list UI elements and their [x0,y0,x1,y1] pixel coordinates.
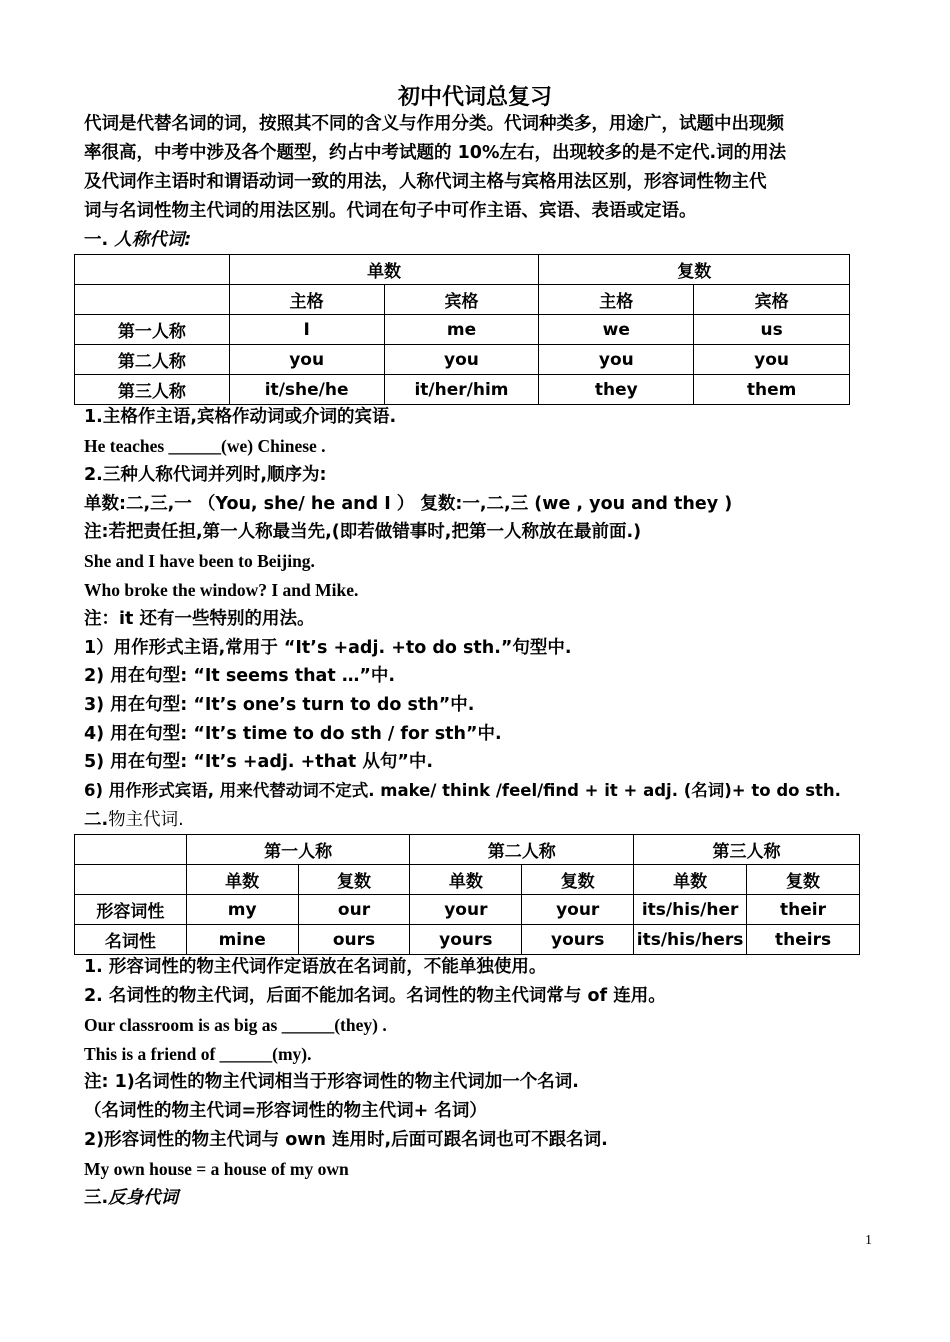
example-line: Our classroom is as big as ______(they) . [84,1015,387,1035]
table-cell: our [298,895,410,925]
example-line: Who broke the window? I and Mike. [84,580,359,600]
table-cell: it/she/he [229,375,384,405]
table-cell: you [694,345,850,375]
note-line: 2.三种人称代词并列时,顺序为: [84,465,327,485]
group-header: 单数 [229,255,539,285]
row-label: 形容词性 [75,895,187,925]
note-line: 4) 用在句型: “It’s time to do sth / for sth”中. [84,724,502,744]
table-cell: its/his/her [634,895,747,925]
row-label: 第三人称 [75,375,230,405]
table-cell: you [229,345,384,375]
table-cell: their [747,895,860,925]
table-row [75,375,850,405]
note-line: 单数:二,三,一 （You, she/ he and I ） 复数:一,二,三 (we , you and they ) [84,494,733,514]
table-row [75,895,860,925]
table-row [75,345,850,375]
intro-line: 词与名词性物主代词的用法区别。代词在句子中可作主语、宾语、表语或定语。 [84,201,697,221]
table-cell: my [186,895,298,925]
sub-header: 复数 [747,865,860,895]
note-line: 2) 用在句型: “It seems that …”中. [84,666,395,686]
note-line: （名词性的物主代词=形容词性的物主代词+ 名词） [84,1101,487,1121]
intro-line: 及代词作主语时和谓语动词一致的用法，人称代词主格与宾格用法区别，形容词性物主代 [84,172,767,192]
note-line: 5) 用在句型: “It’s +adj. +that 从句”中. [84,752,434,772]
table-cell: your [410,895,522,925]
section-number: 三. [84,1188,109,1208]
example-line: She and I have been to Beijing. [84,551,315,571]
group-header: 第三人称 [634,835,860,865]
note-line: 1.主格作主语,宾格作动词或介词的宾语. [84,407,397,427]
example-line: This is a friend of ______(my). [84,1044,312,1064]
note-line: 2. 名词性的物主代词，后面不能加名词。名词性的物主代词常与 of 连用。 [84,986,666,1006]
table-cell: yours [410,925,522,955]
table-corner-cell [75,255,230,285]
page-number: 1 [865,1233,872,1248]
table-cell: yours [522,925,634,955]
table-cell: I [229,315,384,345]
table-corner-cell [75,835,187,865]
section-number: 一. [84,230,109,250]
note-line: 注：it 还有一些特别的用法。 [84,609,315,629]
note-line: 注:若把责任担,第一人称最当先,(即若做错事时,把第一人称放在最前面.) [84,522,642,542]
group-header: 第二人称 [410,835,634,865]
table-row [75,315,850,345]
table-cell: them [694,375,850,405]
section-number: 二. [84,810,109,830]
group-header: 第一人称 [186,835,410,865]
example-line: He teaches ______(we) Chinese . [84,436,326,456]
sub-header: 主格 [539,285,694,315]
note-line: 1）用作形式主语,常用于 “It’s +adj. +to do sth.”句型中. [84,638,572,658]
section-heading-personal-pronouns [84,226,191,254]
note-line: 6) 用作形式宾语, 用来代替动词不定式. make/ think /feel/find + it + adj. (名词)+ to do sth. [84,781,841,800]
sub-header: 单数 [634,865,747,895]
sub-header: 单数 [186,865,298,895]
sub-header: 单数 [410,865,522,895]
sub-header: 复数 [298,865,410,895]
table-cell: you [384,345,539,375]
section-title: 物主代词. [108,810,184,830]
table-cell: mine [186,925,298,955]
sub-header: 宾格 [384,285,539,315]
row-label: 第二人称 [75,345,230,375]
table-cell: your [522,895,634,925]
intro-line: 代词是代替名词的词，按照其不同的含义与作用分类。代词种类多，用途广，试题中出现频 [84,114,784,134]
table-cell: it/her/him [384,375,539,405]
section-title: 反身代词 [108,1188,179,1208]
note-line: 3) 用在句型: “It’s one’s turn to do sth”中. [84,695,475,715]
section-heading-reflexive-pronouns [84,1184,178,1212]
table-cell: ours [298,925,410,955]
row-label: 名词性 [75,925,187,955]
table-cell: we [539,315,694,345]
table-corner-cell [75,865,187,895]
intro-line: 率很高，中考中涉及各个题型，约占中考试题的 10%左右，出现较多的是不定代.词的用法 [84,143,787,163]
table-cell: me [384,315,539,345]
table-cell: they [539,375,694,405]
table-row [75,925,860,955]
note-line: 1. 形容词性的物主代词作定语放在名词前，不能单独使用。 [84,957,547,977]
table-cell: its/his/hers [634,925,747,955]
table-cell: you [539,345,694,375]
note-line: 2)形容词性的物主代词与 own 连用时,后面可跟名词也可不跟名词. [84,1130,608,1150]
section-title: 人称代词: [114,230,192,250]
row-label: 第一人称 [75,315,230,345]
possessive-pronoun-table [74,834,860,955]
section-heading-possessive-pronouns [84,806,184,834]
sub-header: 宾格 [694,285,850,315]
table-corner-cell [75,285,230,315]
sub-header: 主格 [229,285,384,315]
example-line: My own house = a house of my own [84,1159,349,1179]
table-cell: theirs [747,925,860,955]
table-cell: us [694,315,850,345]
page-title: 初中代词总复习 [397,85,552,110]
sub-header: 复数 [522,865,634,895]
note-line: 注: 1)名词性的物主代词相当于形容词性的物主代词加一个名词. [84,1072,579,1092]
group-header: 复数 [539,255,850,285]
personal-pronoun-table [74,254,850,405]
